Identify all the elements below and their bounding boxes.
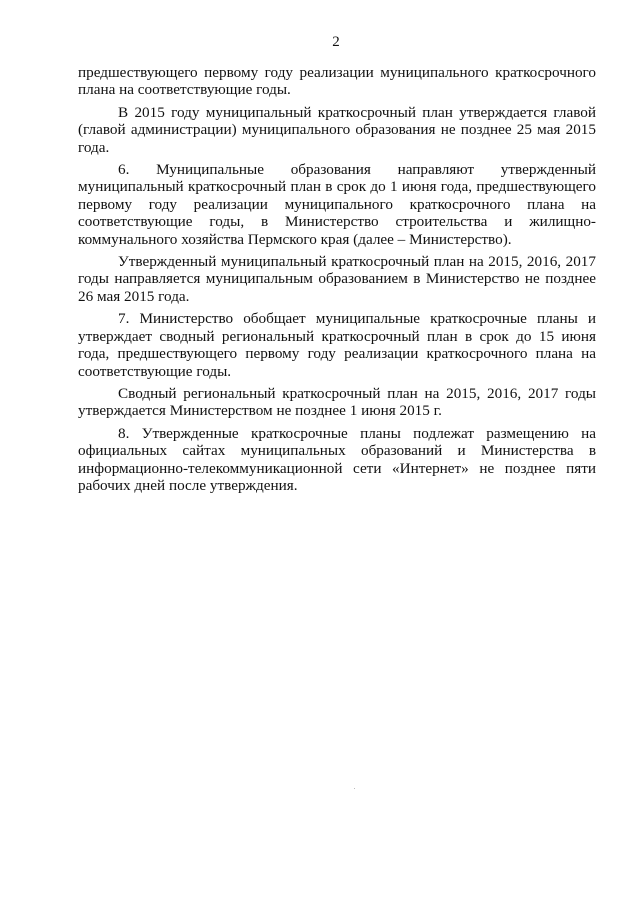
paragraph-continuation: предшествующего первому году реализации муниципального краткосрочного плана на соответствующие годы. [78, 64, 596, 99]
paragraph-item-6: 6. Муниципальные образования направляют утвержденный муниципальный краткосрочный план в срок до 1 июня года, предшествующего первому году реализации муниципального краткосрочного плана на соответствующие годы, в Министерство строительства и жилищно-коммунального хозяйства Пермского края (далее – Министерство). [78, 161, 596, 248]
paragraph-submission-deadline: Утвержденный муниципальный краткосрочный план на 2015, 2016, 2017 годы направляется муниципальным образованием в Министерство не позднее 26 мая 2015 года. [78, 253, 596, 305]
scan-speck [354, 788, 355, 789]
paragraph-approval-deadline: В 2015 году муниципальный краткосрочный план утверждается главой (главой администрации) муниципального образования не позднее 25 мая 2015 года. [78, 103, 596, 156]
paragraph-item-8: 8. Утвержденные краткосрочные планы подлежат размещению на официальных сайтах муниципальных образований и Министерства в информационно-телекоммуникационной сети «Интернет» не позднее пяти рабочих дней после утверждения. [78, 424, 596, 494]
paragraph-regional-plan: Сводный региональный краткосрочный план на 2015, 2016, 2017 годы утверждается Министерством не позднее 1 июня 2015 г. [78, 384, 596, 420]
document-body [78, 64, 596, 499]
page-number: 2 [332, 34, 340, 50]
paragraph-item-7: 7. Министерство обобщает муниципальные краткосрочные планы и утверждает сводный региональный краткосрочный план в срок до 15 июня года, предшествующего первому году реализации краткосрочного плана на соответствующие годы. [78, 310, 596, 380]
